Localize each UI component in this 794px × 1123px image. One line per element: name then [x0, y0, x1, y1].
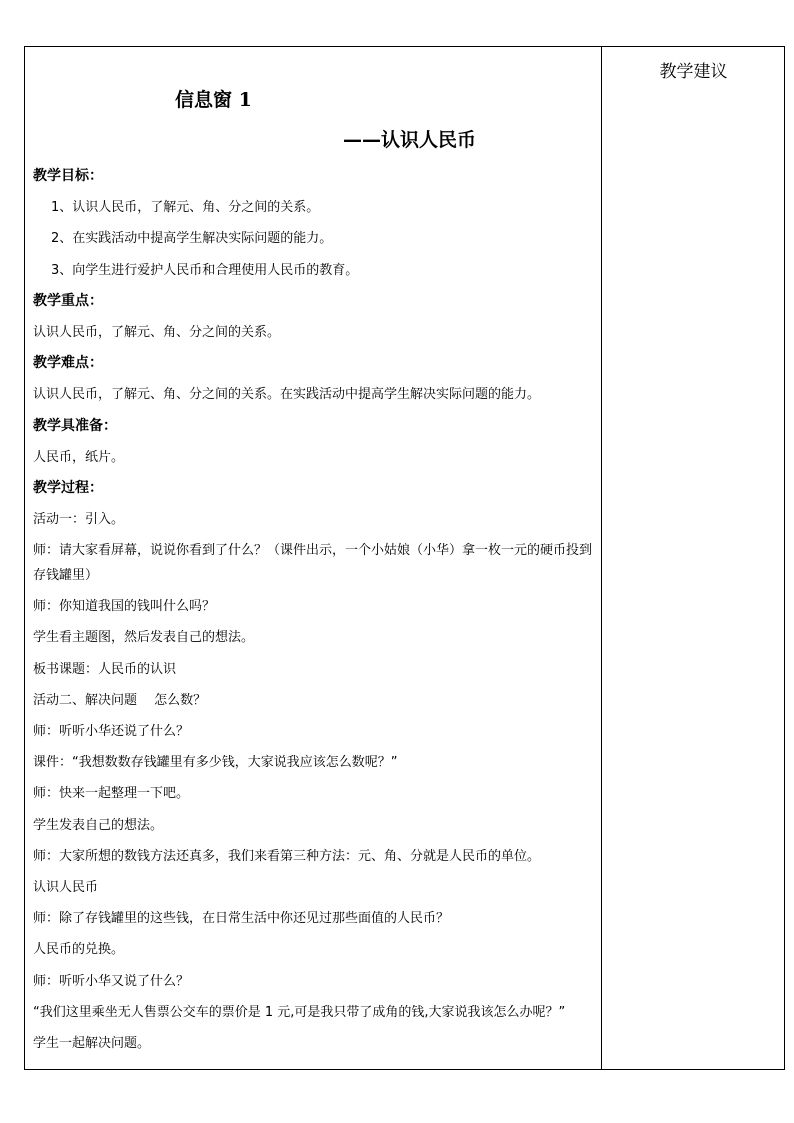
- body-line: 师：听听小华还说了什么？: [33, 724, 190, 739]
- body-line: 师：听听小华又说了什么？: [33, 973, 190, 989]
- section-heading: 教学具准备：: [33, 417, 117, 434]
- body-line: 人民币的兑换。: [33, 942, 125, 958]
- lesson-plan-table: [24, 46, 785, 1070]
- body-line: 师：除了存钱罐里的这些钱，在日常生活中你还见过那些面值的人民币？: [33, 911, 450, 927]
- body-line: 活动二、解决问题 怎么数？: [33, 692, 207, 708]
- body-line: 人民币，纸片。: [33, 449, 125, 465]
- body-line: 学生发表自己的想法。: [33, 817, 164, 833]
- lesson-title: 信息窗 1: [175, 89, 252, 111]
- lesson-body: [33, 161, 595, 1059]
- body-line: 2、在实践活动中提高学生解决实际问题的能力。: [51, 231, 333, 247]
- section-heading: 教学过程：: [33, 479, 103, 496]
- body-line: 师：大家所想的数钱方法还真多，我们来看第三种方法：元、角、分就是人民币的单位。: [33, 848, 541, 864]
- body-line: 师：请大家看屏幕，说说你看到了什么？（课件出示，一个小姑娘（小华）拿一枚一元的硬币投到存钱罐里）: [33, 543, 593, 584]
- body-line: 认识人民币: [33, 879, 99, 895]
- teaching-suggestions-heading: 教学建议: [659, 62, 728, 82]
- section-heading: 教学目标：: [33, 168, 103, 184]
- body-line: 3、向学生进行爱护人民币和合理使用人民币的教育。: [51, 262, 359, 278]
- body-line: 课件：“我想数数存钱罐里有多少钱，大家说我应该怎么数呢？”: [33, 755, 398, 771]
- body-line: 1、认识人民币，了解元、角、分之间的关系。: [51, 200, 320, 216]
- section-heading: 教学重点：: [33, 292, 103, 309]
- body-line: 认识人民币，了解元、角、分之间的关系。: [33, 324, 281, 340]
- section-heading: 教学难点：: [33, 355, 103, 372]
- body-line: 师：你知道我国的钱叫什么吗？: [33, 599, 216, 615]
- body-line: “我们这里乘坐无人售票公交车的票价是 1 元,可是我只带了成角的钱,大家说我该怎么办呢？”: [33, 1004, 566, 1020]
- body-line: 认识人民币，了解元、角、分之间的关系。在实践活动中提高学生解决实际问题的能力。: [33, 387, 541, 403]
- body-line: 活动一：引入。: [33, 512, 125, 528]
- column-divider: [601, 47, 602, 1069]
- body-line: 学生一起解决问题。: [33, 1035, 151, 1051]
- lesson-subtitle: ——认识人民币: [343, 129, 477, 151]
- body-line: 学生看主题图，然后发表自己的想法。: [33, 630, 255, 646]
- body-line: 板书课题：人民币的认识: [33, 661, 177, 677]
- body-line: 师：快来一起整理一下吧。: [33, 786, 190, 802]
